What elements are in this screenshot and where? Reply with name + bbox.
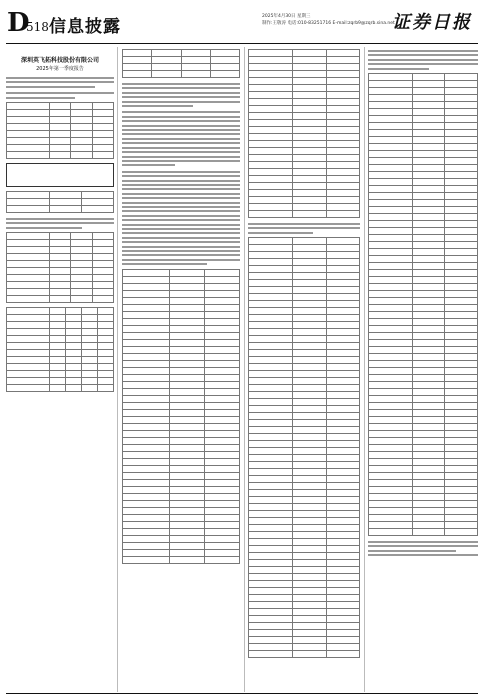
page-number: 518: [26, 20, 49, 34]
body-text: [122, 82, 240, 108]
data-table: [122, 49, 240, 78]
data-table: [368, 73, 478, 536]
section-logo-letter: D: [7, 8, 30, 38]
column-divider: [364, 47, 365, 692]
body-text: [6, 217, 114, 230]
column-divider: [117, 47, 118, 692]
boxed-note: [6, 163, 114, 187]
column-1: [6, 47, 114, 692]
footer-rule: [6, 693, 478, 694]
data-table: [248, 49, 360, 218]
body-text: [6, 91, 114, 100]
data-table: [6, 191, 114, 213]
data-table: [6, 232, 114, 303]
masthead: [0, 0, 484, 44]
section-title: 信息披露: [49, 17, 121, 37]
column-2: [122, 47, 240, 692]
data-table: [6, 102, 114, 159]
company-name: 深圳英飞拓科技股份有限公司: [20, 57, 99, 64]
report-title: 2025年第一季度报告: [36, 66, 84, 72]
issue-date: 2025年4月30日 星期三: [262, 14, 311, 19]
data-table: [122, 269, 240, 564]
masthead-rule: [6, 43, 478, 44]
data-table: [248, 237, 360, 658]
column-divider: [244, 47, 245, 692]
newspaper-brand: 证券日报: [392, 12, 472, 33]
body-text: [122, 170, 240, 267]
body-text: [6, 76, 114, 89]
column-4: [368, 47, 478, 692]
editor-contact: 制作:王敬涛 电话:010-83251716 E-mail:zqrb9@zqrb.sina.net: [262, 21, 395, 26]
data-table: [6, 307, 114, 392]
body-text: [122, 110, 240, 167]
column-3: [248, 47, 360, 692]
body-text: [368, 49, 478, 71]
body-text: [248, 222, 360, 235]
body-text: [368, 540, 478, 558]
